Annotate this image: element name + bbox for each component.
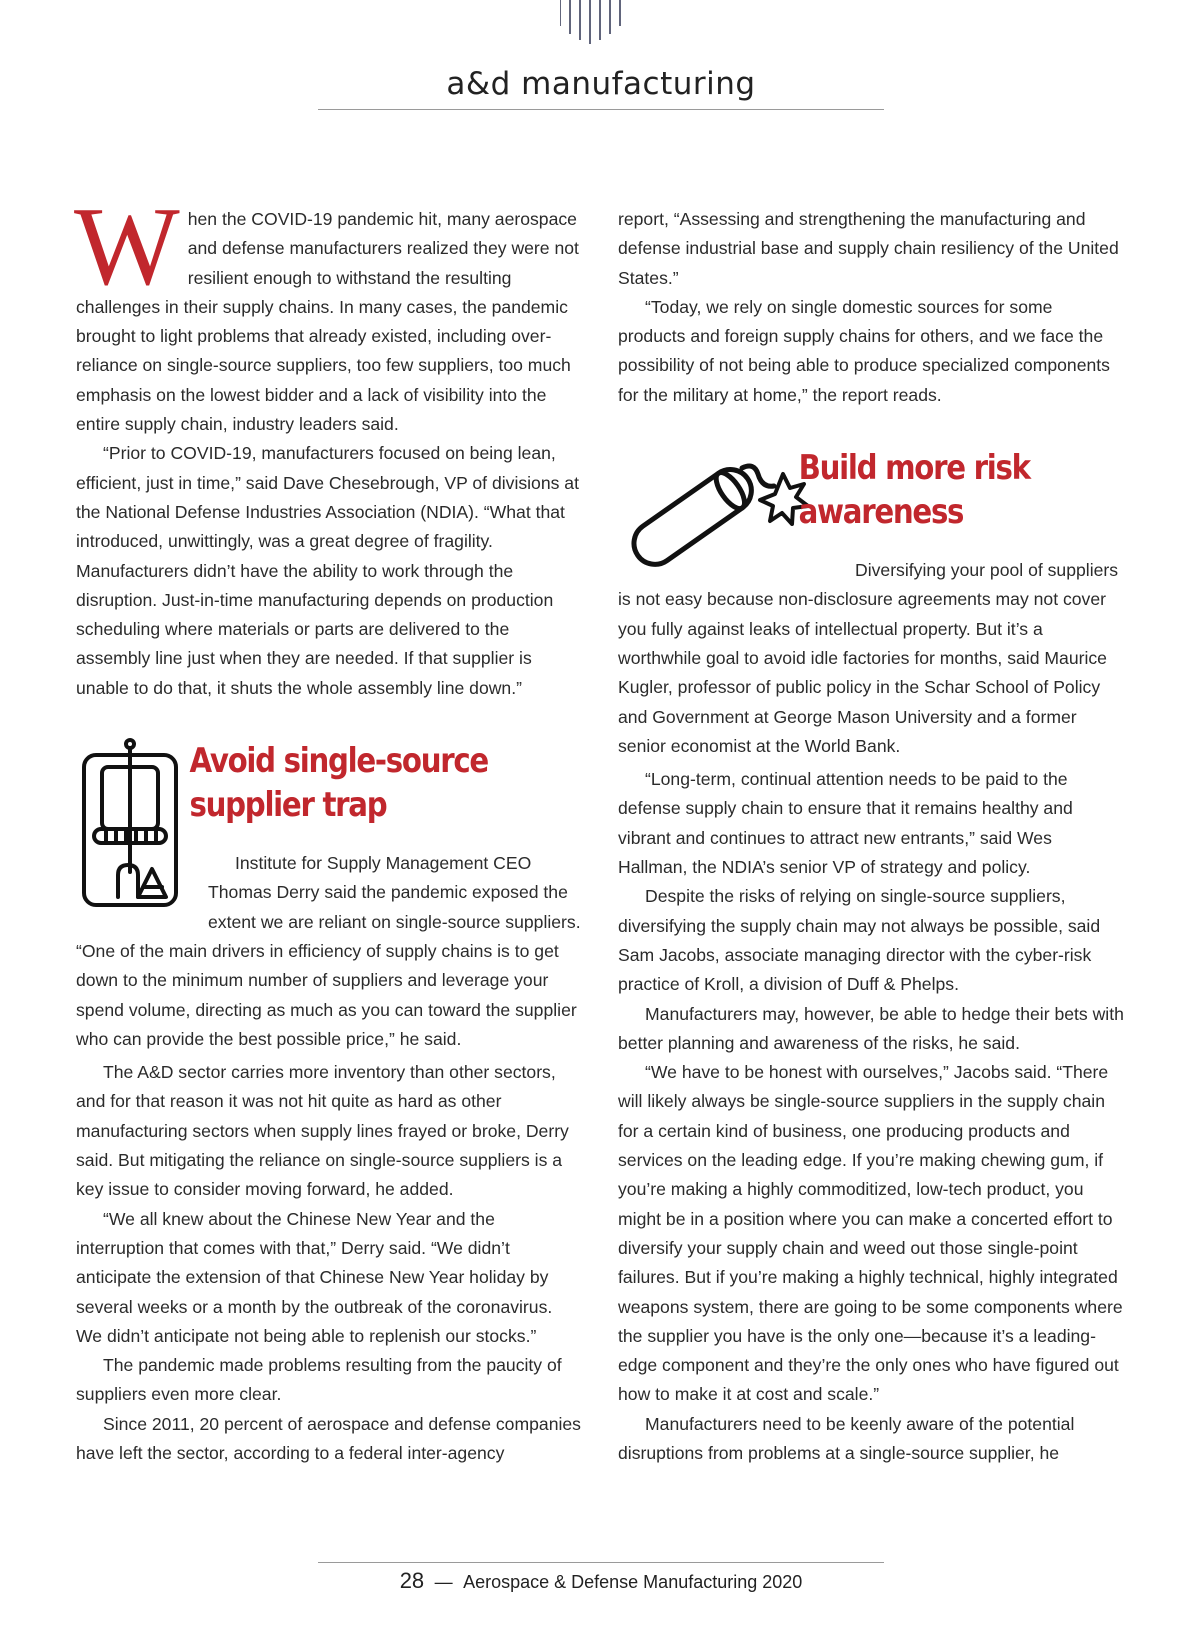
- right-column: [618, 205, 1124, 1468]
- subhead-block-supplier-trap: [76, 737, 582, 1054]
- paragraph: Diversifying your pool of suppliers is not easy because non-disclosure agreements may not cover you fully against leaks of intellectual property. But it’s a worthwhile goal to avoid idle factories for months, said Maurice Kugler, professor of public policy in the Schar School of Policy and Government at George Mason University and a former senior economist at the World Bank.: [618, 560, 1119, 756]
- left-column: [74, 185, 582, 1468]
- subhead-block-risk-awareness: [618, 444, 1124, 761]
- paragraph: “Long-term, continual attention needs to be paid to the defense supply chain to ensure that it remains healthy and vibrant and continues to attract new entrants,” said Wes Hallman, the NDIA’s senior VP of strategy and policy.: [618, 769, 1073, 878]
- subhead-build-risk-awareness: Build more risk awareness: [798, 448, 1030, 533]
- paragraph: “Prior to COVID-19, manufacturers focused on being lean, efficient, just in time,” said Dave Chesebrough, VP of divisions at the National Defense Industries Association (NDIA). “What that introduced, unwittingly, was a great degree of fragility. Manufacturers didn’t have the ability to work through the disruption. Just-in-time manufacturing depends on production scheduling where materials or parts are delivered to the assembly line just when they are needed. If that supplier is unable to do that, it shuts the whole assembly line down.”: [76, 443, 579, 698]
- paragraph: Despite the risks of relying on single-source suppliers, diversifying the supply chain may not always be possible, said Sam Jacobs, associate managing director with the cyber-risk practice of Kroll, a division of Duff & Phelps.: [618, 886, 1101, 995]
- publication-name: Aerospace & Defense Manufacturing 2020: [463, 1572, 803, 1592]
- paragraph: Since 2011, 20 percent of aerospace and defense companies have left the sector, according to a federal inter-agency: [76, 1413, 581, 1463]
- paragraph: “We have to be honest with ourselves,” Jacobs said. “There will likely always be single-source suppliers in the supply chain for a certain kind of business, one producing products and services on the leading edge. If you’re making chewing gum, if you’re making a highly commoditized, low-tech product, you might be in a position where you can make a concerted effort to diversify your supply chain and weed out those single-point failures. But if you’re making a highly technical, highly integrated weapons system, there are going to be some components where the supplier you have is the only one—because it’s a leading-edge component and they’re the only ones who have figured out how to make it at cost and scale.”: [618, 1062, 1123, 1405]
- paragraph: report, “Assessing and strengthening the manufacturing and defense industrial base and supply chain resiliency of the United States.”: [618, 209, 1119, 288]
- paragraph: Institute for Supply Management CEO Thomas Derry said the pandemic exposed the extent we are reliant on single-source suppliers. “One of the main drivers in efficiency of supply chains is to get down to the minimum number of suppliers and leverage your spend volume, directing as much as you can toward the supplier who can provide the best possible price,” he said.: [76, 853, 581, 1049]
- subhead-avoid-single-source: Avoid single-source supplier trap: [189, 741, 488, 826]
- page-number: 28: [399, 1568, 425, 1593]
- intro-paragraph: When the COVID-19 pandemic hit, many aerospace and defense manufacturers realized they were not resilient enough to withstand the resulting challenges in their supply chains. In many cases, the pandemic brought to light problems that already existed, including over-reliance on single-source suppliers, too few suppliers, too much emphasis on the lowest bidder and a lack of visibility into the entire supply chain, industry leaders said.: [74, 185, 579, 435]
- paragraph: The A&D sector carries more inventory than other sectors, and for that reason it was not hit quite as hard as other manufacturing sectors when supply lines frayed or broke, Derry said. But mitigating the reliance on single-source suppliers is a key issue to consider moving forward, he added.: [76, 1062, 569, 1200]
- vertical-lines-ornament-icon: [560, 0, 640, 46]
- section-title: a&d manufacturing: [446, 66, 756, 102]
- paragraph: “We all knew about the Chinese New Year and the interruption that comes with that,” Derry said. “We didn’t anticipate the extension of that Chinese New Year holiday by several weeks or a month by the outbreak of the coronavirus. We didn’t anticipate not being able to replenish our stocks.”: [76, 1208, 553, 1346]
- footer-separator: —: [434, 1572, 453, 1592]
- drop-cap: W: [74, 185, 180, 309]
- paragraph: Manufacturers need to be keenly aware of the potential disruptions from problems at a single-source supplier, he: [618, 1413, 1075, 1463]
- paragraph: Manufacturers may, however, be able to hedge their bets with better planning and awareness of the risks, he said.: [618, 1003, 1124, 1053]
- paragraph: “Today, we rely on single domestic sources for some products and foreign supply chains for others, and we face the possibility of not being able to produce specialized components for the military at home,” the report reads.: [618, 296, 1110, 405]
- header-divider: [318, 109, 884, 110]
- footer-divider: [318, 1562, 884, 1563]
- page-footer: [318, 1568, 884, 1594]
- paragraph: The pandemic made problems resulting from the paucity of suppliers even more clear.: [76, 1355, 562, 1405]
